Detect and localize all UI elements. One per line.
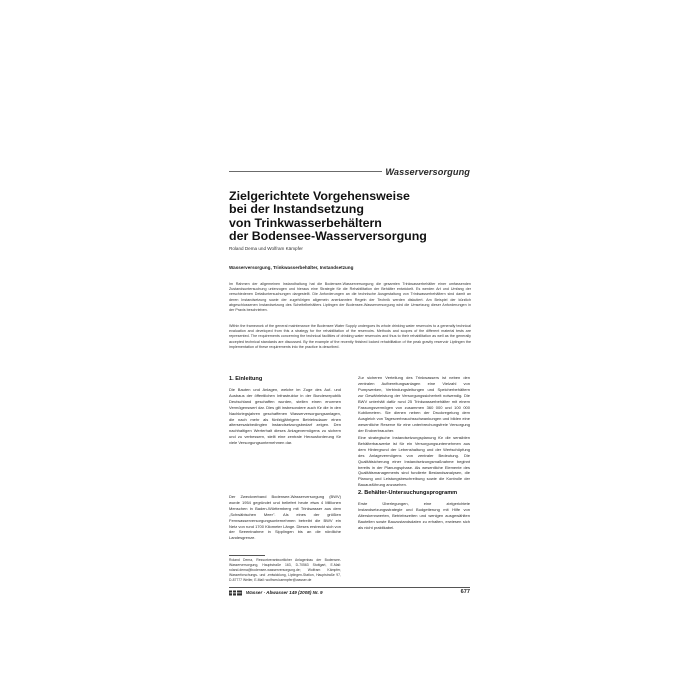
journal-logo-icon — [229, 590, 242, 596]
keywords: Wasserversorgung, Trinkwasserbehälter, Instandsetzung — [229, 265, 354, 270]
section-2-paragraph-1: Erste Überlegungen, eine zielgerichtete Instandsetzungsstrategie und Budgetierung mit Hilfe von Alterskennwerten, Betriebszeiten und wenigen ausgewählten Bauteilen sowie Bauzustandsdaten zu erhalten, erwiesen sich als nicht praktikabel. — [358, 501, 470, 530]
footnote-rule — [229, 555, 265, 556]
left-column — [229, 375, 341, 560]
right-column — [358, 375, 470, 488]
title-line-1: Zielgerichtete Vorgehensweise — [229, 189, 410, 203]
title-line-2: bei der Instandsetzung — [229, 202, 364, 217]
section-1-paragraph-1: Die Bauten und Anlagen, welche im Zuge des Auf- und Ausbaus der öffentlichen Infrastruktur in der Bundesrepublik Deutschland geschaffen wurden, stellen einen enormen Vermögenswert dar. Dies gilt insbesondere auch für die in den Nachkriegsjahren geschaffenen Wasserversorgungsanlagen, die nach mehr als fünfzigjährigem Betriebsdauer einen altersersatzbedingten Instandsetzungsbedarf zeigen. Den nachhaltigen Werterhalt dieses Anlagevermögens zu sichern und zu verbessern, stellt eine zentrale Herausforderung für viele Versorgungsunternehmen dar. — [229, 387, 341, 446]
page-number: 677 — [460, 589, 470, 595]
section-1-right-paragraph-2: Eine strategische Instandsetzungsplanung für die sensiblen Behälterbauwerke ist für ein Versorgungsunternehmen aus dem Hintergrund der Lebenshaltung und der Wertschöpfung des Anlagevermögens von zentraler Bedeutung. Die Qualitätsicherung einer Instandsetzungsmaßnahme beginnt bereits in der Planungsphase. Als wesentliche Elemente des Qualitätsmanagements sind fundierte Bestandsanalysen, die Planung und Leistungsbeschreibung sowie die Kontrolle der Bauausführung anzusehen. — [358, 435, 470, 488]
abstract-german: Im Rahmen der allgemeinen Instandhaltung hat die Bodensee-Wasserversorgung die gesamten Trinkwasserbehälter einer umfassenden Zustandsuntersuchung unterzogen und hieraus eine Strategie für die Rehabilitation der Behälter entwickelt. Es werden Art und Umfang der verschiedenen Detailuntersuchungen dargestellt. Die Anforderungen an die technische Ausgestaltung von Trinkwasserbehältern sind damit an deren Instandsetzung sowie der zugehörigen allgemein anerkannten Regeln der Technik werden diskutiert. Am Beispiel der kürzlich abgeschlossenen Instandsetzung des Scheitelbehälters Liptingen der Bodensee-Wasserversorgung wird die Umsetzung dieser Anforderungen in der Praxis beschrieben. — [229, 282, 471, 313]
author-footnote: Roland Dema, Ressortverantwortlicher Anlagenbau der Bodensee-Wasserversorgung, Hauptstraße 163, D-70563 Stuttgart, E-Mail: roland.dema@bodensee-wasserversorgung.de; Wolfram Kämpfer, Wasserforschungs- und -entwicklung, Liptingen-Station, Hauptstraße 97, D-87777 Weiler, E-Mail: wolfram.kaempfer@wasser.de — [229, 558, 341, 582]
section-1-right-paragraph-1: Zur sicheren Verteilung des Trinkwassers ist neben den zentralen Aufbereitungsanlagen eine Vielzahl von Pumpwerken, Verbindungsleitungen und Speicherbehältern zur Gewährleistung der Versorgungssicherheit notwendig. Die BWV unterhält dafür rund 25 Trinkwasserbehälter mit einem Fassungsvermögen von zusammen 360 000 und 100 000 Kubikmetern. Sie dienen neben der Druckregelung dem Ausgleich von Tagesverbrauchsschwankungen und bilden eine wesentliche Reserve für eine unterbrechungsfreie Versorgung der Endverbraucher. — [358, 375, 470, 434]
abstract-english: Within the framework of the general maintenance the Bodensee Water Supply undergoes its whole drinking water reservoirs to a generally technical evaluation and developed from this a strategy for the rehabilitation of the reservoirs. Methods and scopes of the different material tests are represented. The requirements concerning the technical facilities of drinking water reservoirs and thus to their rehabilitation as well as the generally accepted technical standards are discussed. By the example of the recently finished locked rehabilitation of the peak gravity reservoir Liptingen the implementation of these requirements into the practice is described. — [229, 324, 471, 349]
section-1-heading: 1. Einleitung — [229, 376, 263, 382]
section-2-heading: 2. Behälter-Untersuchungsprogramm — [358, 490, 458, 496]
title-line-4: der Bodensee-Wasserversorgung — [229, 229, 427, 244]
footer-rule — [229, 587, 470, 588]
footer-journal-citation: Wasser · Abwasser 149 (2008) Nr. 9 — [246, 590, 323, 595]
authors: Roland Dema und Wolfram Kämpfer — [229, 246, 303, 251]
section-1-paragraph-2: Der Zweckverband Bodensee-Wasserversorgung (BWV) wurde 1954 gegründet und beliefert heute etwa 4 Millionen Menschen in Baden-Württemberg mit Trinkwasser aus dem „Schwäbischen Meer". Als eines der größten Fernwasserversorgungsunternehmen betreibt die BWV ein Netz von rund 1700 Kilometer Länge. Dieses erstreckt sich von der Seeentnahme in Sipplingen bis an die nördliche Landesgrenze. — [229, 494, 341, 541]
section-tag: Wasserversorgung — [382, 167, 470, 177]
title-line-3: von Trinkwasserbehältern — [229, 215, 382, 230]
article-title — [229, 190, 479, 244]
